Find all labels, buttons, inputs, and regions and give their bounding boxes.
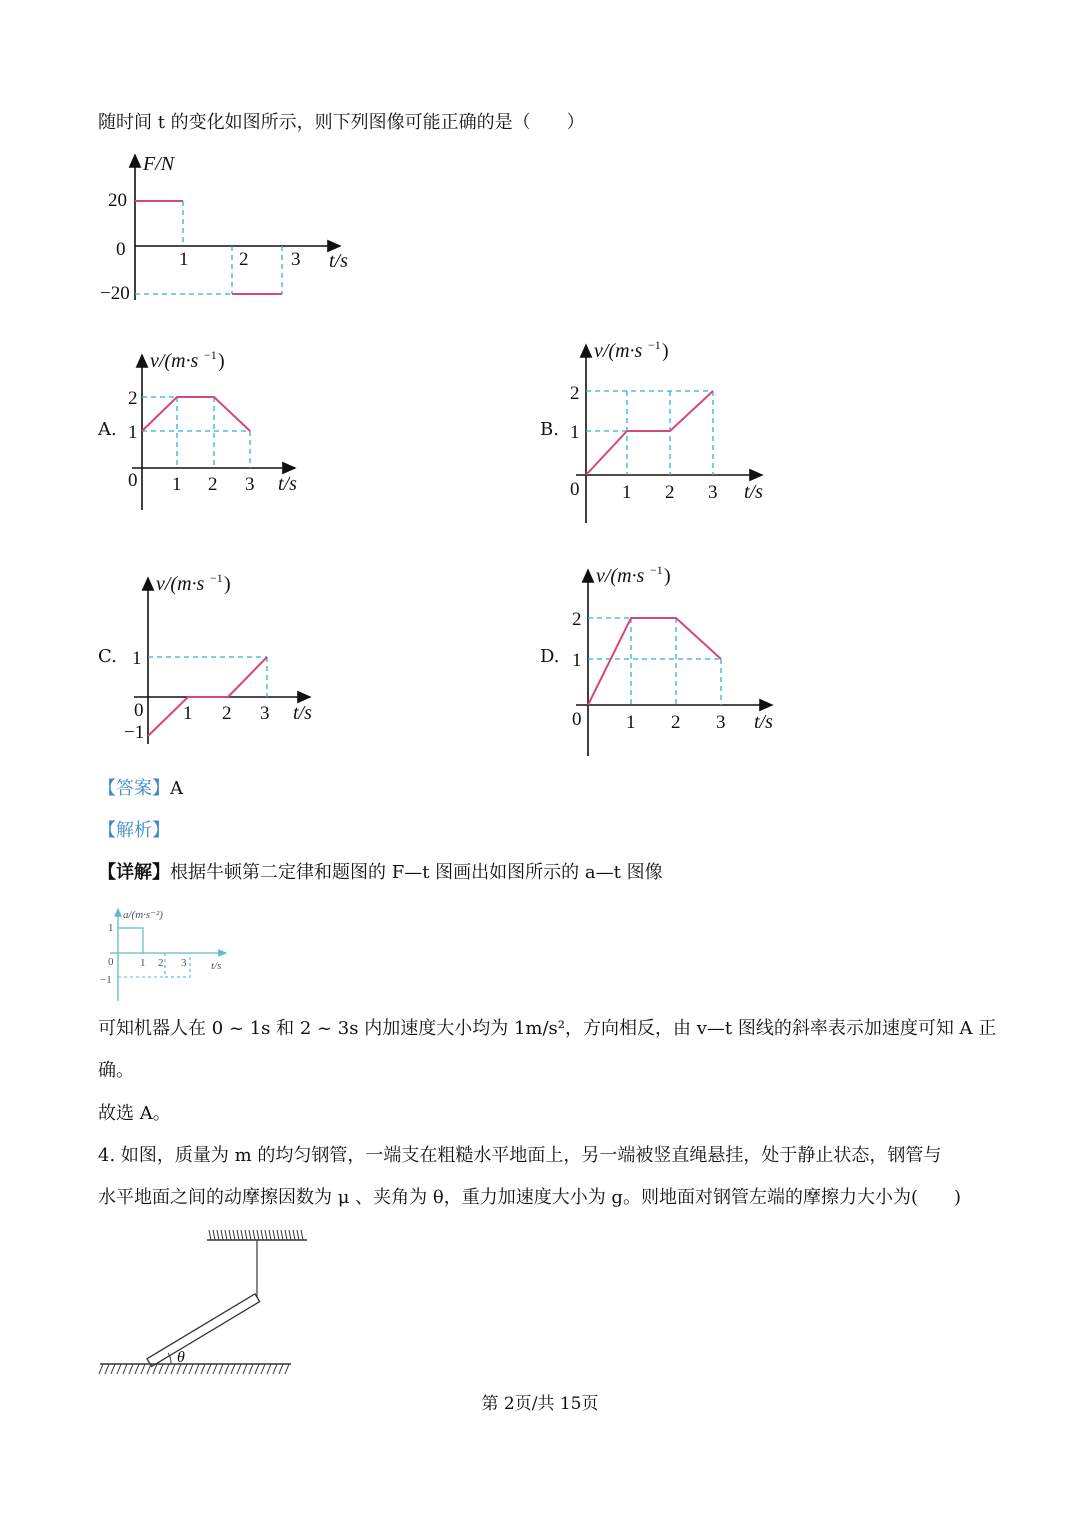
option-a-graph [120,345,310,515]
b-xtick: 2 [665,482,675,503]
a-ylabel-close: ) [218,350,225,372]
d-xtick: 1 [626,712,636,733]
ceiling-hatch [209,1230,303,1240]
page-footer: 第 2页/共 15页 [481,1394,599,1414]
answer-line [98,777,183,801]
b-ylabel-sup: −1 [648,338,661,352]
option-b-graph [562,335,782,525]
accel-xtick: 2 [158,957,164,969]
a-xtick: 2 [208,474,218,495]
c-xtick: 3 [260,703,270,724]
c-ytick: 1 [132,648,142,669]
d-origin: 0 [572,709,582,730]
option-c-letter[interactable]: C. [98,646,117,667]
b-ytick: 1 [570,422,580,443]
option-c-graph [120,568,330,748]
acceleration-time-graph [98,903,233,1003]
option-b-letter[interactable]: B. [540,419,559,440]
theta-label: θ [177,1349,185,1366]
c-ytick: −1 [124,722,145,743]
a-xtick: 3 [245,474,255,495]
d-xlabel: t/s [754,711,773,733]
b-velocity-curve [586,391,713,475]
force-ytick: −20 [100,283,130,304]
q4-text-line-2: 水平地面之间的动摩擦因数为 μ 、夹角为 θ，重力加速度大小为 g。则地面对钢管左端的摩擦力大小为( ) [98,1187,961,1208]
option-d-graph [562,560,787,760]
a-xlabel: t/s [278,473,297,495]
force-xtick: 2 [239,249,249,270]
b-origin: 0 [570,479,580,500]
d-ytick: 1 [572,650,582,671]
c-xtick: 1 [183,703,193,724]
steel-pipe [147,1294,260,1367]
q4-text-line-1: 4. 如图，质量为 m 的均匀钢管，一端支在粗糙水平地面上，另一端被竖直绳悬挂，处于静止状态，钢管与 [98,1145,942,1166]
a-ylabel: v/(m·s [150,350,199,372]
accel-ytick: 0 [108,956,114,968]
c-origin: 0 [134,700,144,721]
c-xlabel: t/s [293,702,312,724]
accel-xtick: 1 [140,957,146,969]
force-xlabel: t/s [329,250,348,272]
detail-text: 根据牛顿第二定律和题图的 F—t 图画出如图所示的 a—t 图像 [170,862,663,883]
accel-xlabel: t/s [211,960,222,972]
a-ylabel-sup: −1 [204,348,217,362]
b-xtick: 1 [622,482,632,503]
steel-pipe-diagram [95,1228,315,1383]
d-ylabel-sup: −1 [650,563,663,577]
accel-xtick: 3 [181,957,187,969]
explanation-line-1: 可知机器人在 0 ~ 1s 和 2 ~ 3s 内加速度大小均为 1m/s²，方向相反，由 v—t 图线的斜率表示加速度可知 A 正 [98,1018,997,1039]
d-ylabel-close: ) [664,565,671,587]
answer-value: A [170,778,183,799]
question-text: 随时间 t 的变化如图所示，则下列图像可能正确的是（ ） [98,112,585,133]
d-ylabel: v/(m·s [596,565,645,587]
detail-tag: 【详解】 [98,862,170,883]
force-ytick: 20 [108,190,127,211]
b-ytick: 2 [570,383,580,404]
c-ylabel-sup: −1 [210,571,223,585]
force-xtick: 1 [179,249,189,270]
a-ytick: 1 [128,422,138,443]
option-d-letter[interactable]: D. [540,646,560,667]
b-xlabel: t/s [744,481,763,503]
a-velocity-curve [142,397,250,431]
a-ytick: 2 [128,388,138,409]
accel-ytick: 1 [108,922,114,934]
explanation-line-2: 确。 [98,1060,134,1081]
d-ytick: 2 [572,609,582,630]
conclusion-text: 故选 A。 [98,1103,171,1124]
a-xtick: 1 [172,474,182,495]
b-xtick: 3 [708,482,718,503]
b-ylabel-close: ) [662,340,669,362]
d-xtick: 2 [671,712,681,733]
option-a-letter[interactable]: A. [98,419,117,440]
c-xtick: 2 [222,703,232,724]
ground-hatch [99,1364,289,1374]
a-origin: 0 [128,470,138,491]
analysis-tag: 【解析】 [98,820,170,841]
b-ylabel: v/(m·s [594,340,643,362]
c-ylabel-close: ) [224,573,231,595]
accel-ylabel: a/(m·s⁻²) [123,909,163,921]
accel-ytick: −1 [100,974,112,986]
d-xtick: 3 [716,712,726,733]
force-time-graph [95,150,365,310]
force-ylabel: F/N [143,153,175,175]
c-ylabel: v/(m·s [156,573,205,595]
force-ytick: 0 [116,239,126,260]
detail-line [98,861,663,885]
force-xtick: 3 [291,249,301,270]
d-velocity-curve [588,618,721,705]
answer-tag: 【答案】 [98,778,170,799]
